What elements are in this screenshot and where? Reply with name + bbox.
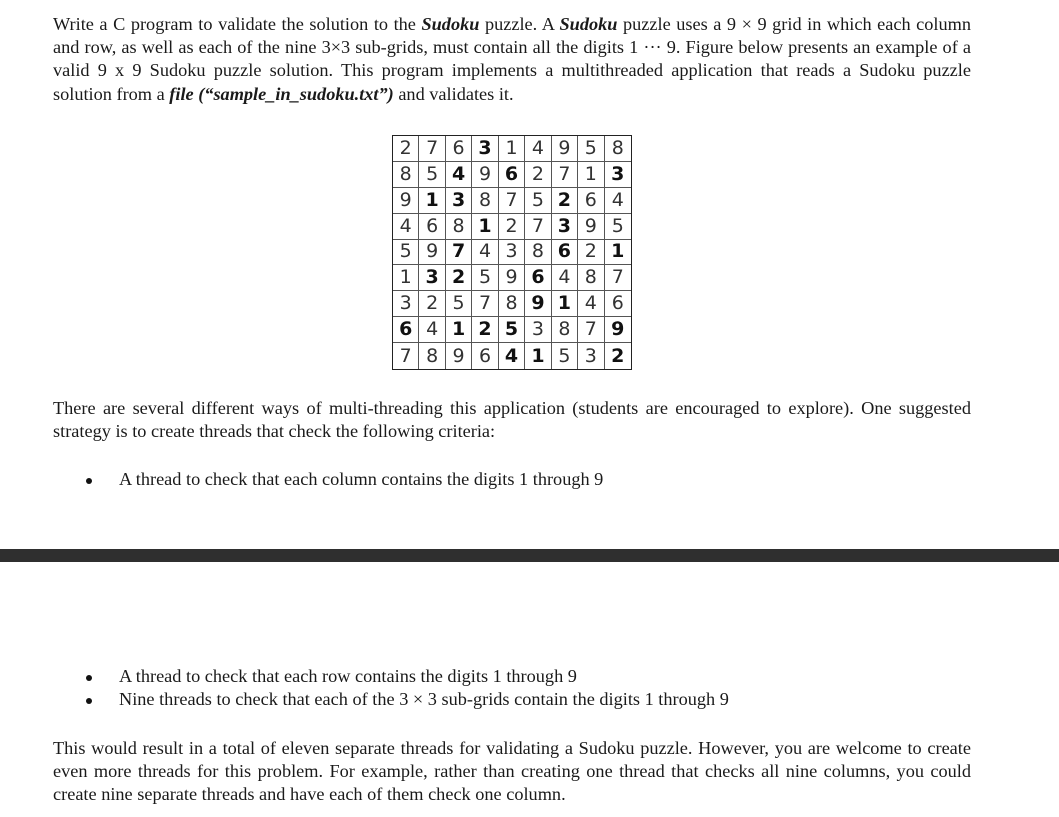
sudoku-cell: 2 bbox=[393, 136, 419, 162]
sudoku-cell: 9 bbox=[605, 317, 631, 343]
sudoku-cell: 7 bbox=[525, 214, 551, 240]
sudoku-cell: 1 bbox=[552, 291, 578, 317]
sudoku-cell: 2 bbox=[419, 291, 445, 317]
intro-text-3: puzzle uses a 9 × 9 grid in which each column and row, as well as each of the nine 3×3 sub-grids, must contain all the digits 1 ··· 9. Figure below presents an example of a valid 9 x 9 Sudoku puzzle solution. This program implements a multithreaded application that reads a Sudoku puzzle solution from a bbox=[53, 14, 971, 104]
sudoku-cell: 1 bbox=[419, 188, 445, 214]
sudoku-cell: 9 bbox=[552, 136, 578, 162]
sudoku-cell: 1 bbox=[605, 240, 631, 266]
sudoku-cell: 6 bbox=[446, 136, 472, 162]
sudoku-cell: 6 bbox=[552, 240, 578, 266]
sudoku-cell: 1 bbox=[472, 214, 498, 240]
sudoku-cell: 4 bbox=[499, 343, 525, 369]
intro-paragraph bbox=[53, 13, 971, 106]
sudoku-cell: 9 bbox=[419, 240, 445, 266]
sudoku-cell: 5 bbox=[393, 240, 419, 266]
sudoku-cell: 2 bbox=[611, 344, 625, 367]
sudoku-cell: 1 bbox=[446, 317, 472, 343]
sudoku-cell: 3 bbox=[525, 317, 551, 343]
sudoku-cell: 8 bbox=[552, 317, 578, 343]
bullet-icon bbox=[86, 675, 92, 681]
sudoku-cell: 2 bbox=[525, 162, 551, 188]
bullet-icon bbox=[86, 698, 92, 704]
sudoku-cell: 5 bbox=[499, 317, 525, 343]
sudoku-cell: 8 bbox=[393, 162, 419, 188]
sudoku-cell: 4 bbox=[525, 136, 551, 162]
sudoku-cell: 6 bbox=[578, 188, 604, 214]
sudoku-cell: 7 bbox=[393, 343, 419, 369]
sudoku-cell: 6 bbox=[499, 162, 525, 188]
criteria-text: A thread to check that each row contains the digits 1 through 9 bbox=[119, 666, 577, 686]
sudoku-cell: 3 bbox=[578, 343, 604, 369]
sudoku-cell: 6 bbox=[393, 317, 419, 343]
sudoku-cell: 3 bbox=[552, 214, 578, 240]
strategy-paragraph: There are several different ways of multi-threading this application (students are encouraged to explore). One suggested strategy is to create threads that check the following criteria: bbox=[53, 398, 971, 442]
sudoku-cell: 3 bbox=[419, 265, 445, 291]
sudoku-cell: 3 bbox=[393, 291, 419, 317]
sudoku-cell: 7 bbox=[552, 162, 578, 188]
sudoku-cell: 9 bbox=[578, 214, 604, 240]
sudoku-cell: 7 bbox=[472, 291, 498, 317]
sudoku-cell: 3 bbox=[605, 162, 631, 188]
sudoku-cell: 4 bbox=[578, 291, 604, 317]
sudoku-cell: 4 bbox=[393, 214, 419, 240]
sudoku-cell: 9 bbox=[472, 162, 498, 188]
sudoku-cell: 8 bbox=[525, 240, 551, 266]
sudoku-cell: 4 bbox=[446, 162, 472, 188]
input-file-name: file (“sample_in_sudoku.txt”) bbox=[169, 83, 394, 104]
criteria-text: A thread to check that each column contains the digits 1 through 9 bbox=[119, 469, 604, 489]
sudoku-cell: 6 bbox=[419, 214, 445, 240]
closing-paragraph: This would result in a total of eleven separate threads for validating a Sudoku puzzle. However, you are welcome to create even more threads for this problem. For example, rather than creating one thread that checks all nine columns, you could create nine separate threads and have each of them check one column. bbox=[53, 738, 971, 805]
sudoku-cell: 8 bbox=[446, 214, 472, 240]
sudoku-cell: 1 bbox=[578, 162, 604, 188]
criteria-text: Nine threads to check that each of the 3 × 3 sub-grids contain the digits 1 through 9 bbox=[119, 689, 729, 710]
sudoku-cell: 8 bbox=[578, 265, 604, 291]
sudoku-cell: 9 bbox=[446, 343, 472, 369]
sudoku-cell: 2 bbox=[446, 265, 472, 291]
sudoku-cell: 4 bbox=[419, 317, 445, 343]
sudoku-cell: 6 bbox=[472, 343, 498, 369]
sudoku-cell: 3 bbox=[446, 188, 472, 214]
sudoku-cell: 8 bbox=[605, 136, 631, 162]
sudoku-cell: 7 bbox=[578, 317, 604, 343]
sudoku-cell: 5 bbox=[605, 214, 631, 240]
sudoku-cell: 6 bbox=[525, 265, 551, 291]
sudoku-cell: 9 bbox=[525, 291, 551, 317]
sudoku-cell: 6 bbox=[605, 291, 631, 317]
sudoku-cell: 5 bbox=[419, 162, 445, 188]
sudoku-cell: 7 bbox=[419, 136, 445, 162]
criteria-list bbox=[83, 468, 603, 491]
sudoku-cell: 4 bbox=[472, 240, 498, 266]
sudoku-cell: 2 bbox=[578, 240, 604, 266]
sudoku-solution-grid bbox=[392, 135, 632, 370]
sudoku-cell: 8 bbox=[499, 291, 525, 317]
sudoku-term: Sudoku bbox=[559, 14, 618, 34]
sudoku-cell: 5 bbox=[552, 343, 578, 369]
sudoku-cell: 8 bbox=[472, 188, 498, 214]
sudoku-cell: 7 bbox=[605, 265, 631, 291]
sudoku-cell: 1 bbox=[499, 136, 525, 162]
criteria-list bbox=[83, 665, 729, 711]
list-item bbox=[83, 665, 729, 688]
sudoku-cell: 1 bbox=[393, 265, 419, 291]
sudoku-cell: 5 bbox=[525, 188, 551, 214]
list-item bbox=[83, 468, 603, 491]
sudoku-cell: 8 bbox=[419, 343, 445, 369]
sudoku-cell: 3 bbox=[472, 136, 498, 162]
sudoku-cell: 7 bbox=[446, 240, 472, 266]
sudoku-cell: 2 bbox=[552, 188, 578, 214]
sudoku-cell: 3 bbox=[499, 240, 525, 266]
sudoku-cell: 5 bbox=[578, 136, 604, 162]
sudoku-cell: 9 bbox=[393, 188, 419, 214]
divider-bar bbox=[0, 549, 1059, 562]
sudoku-cell: 5 bbox=[472, 265, 498, 291]
bullet-icon bbox=[86, 478, 92, 484]
intro-text-4: and validates it. bbox=[393, 83, 514, 104]
sudoku-cell: 1 bbox=[525, 343, 551, 369]
intro-text-1: Write a C program to validate the solution to the bbox=[53, 14, 422, 34]
sudoku-cell: 2 bbox=[499, 214, 525, 240]
sudoku-cell: 2 bbox=[472, 317, 498, 343]
list-item bbox=[83, 688, 729, 711]
sudoku-cell: 4 bbox=[552, 265, 578, 291]
intro-text-2: puzzle. A bbox=[479, 14, 560, 34]
sudoku-cell: 4 bbox=[605, 188, 631, 214]
sudoku-term: Sudoku bbox=[421, 14, 480, 34]
sudoku-cell: 5 bbox=[446, 291, 472, 317]
sudoku-cell: 9 bbox=[499, 265, 525, 291]
sudoku-cell: 7 bbox=[499, 188, 525, 214]
